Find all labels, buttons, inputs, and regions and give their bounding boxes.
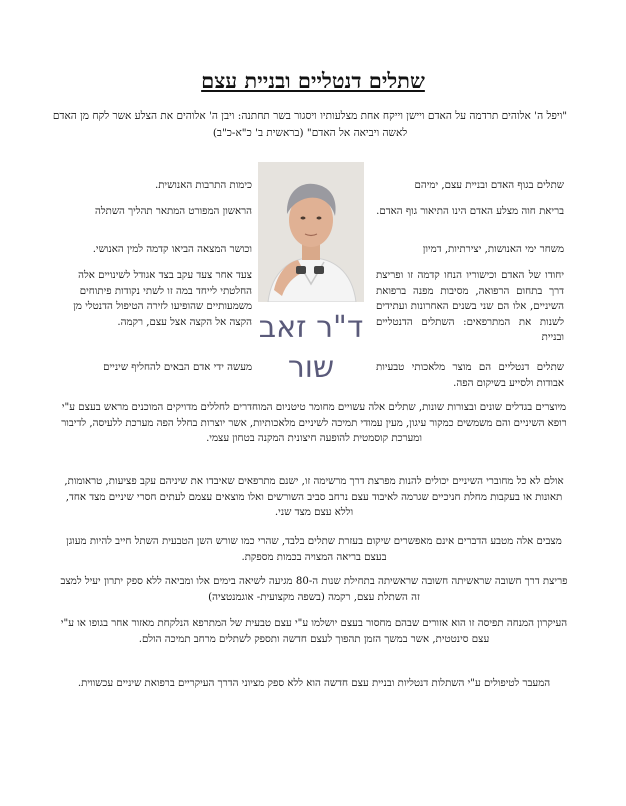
portrait-image: [258, 162, 364, 302]
left-col-line-2: הראשון המפורט המתאר תהליך השתלה: [94, 206, 252, 217]
paragraph-1: מיוצרים בגדלים שונים ובצורות שונות, שתלים אלה עשויים מחומר טיטניום המוחדרים לחללים מדויקים המוכנים מראש בעצם ע"י רופא השיניים והם משמשים כמקור עיגון, מעין עמודי תמיכה לשיניים מלאכותיות, אשר יוצרות בחלל הפה מערכת ללעיסה, לדיבור ומערכת קוסמטית להופעה חיצונית המקנה בטחון עצמי.: [61, 402, 567, 444]
right-col-paragraph-4: יחודו של האדם וכישוריו הנחו קדמה זו ופריצת דרך בתחום הרפואה, מסיבות מפנה ברפואת השיניים, אלו הם שני בשנים האחרונות ועתידים לשנות את המתרפאים: השתלים הדנטליים ובניית: [376, 270, 564, 343]
author-name-line-1: ד"ר זאב: [258, 310, 364, 345]
paragraph-4: פריצת דרך חשובה שראשיתה חשובה שראשיתה בתחילת שנות ה-80 מגיעה לשיאה בימים אלו ומביאה ללא ספק יתרון יעיל למצב זה השתלת עצם, רקמה (בשפה מקצועית- אוגמנטציה): [60, 576, 568, 603]
left-col-line-5: מעשה ידי אדם הבאים להחליף שיניים: [103, 362, 252, 373]
page-title: שתלים דנטליים ובניית עצם: [201, 68, 425, 93]
paragraph-3: מצבים אלה מטבע הדברים אינם מאפשרים שיקום בעזרת שתלים בלבד, שהרי כמו שורש השן הטבעית השתל חייב להיות מעוגן בעצם בריאה המצויה בכמות מספקת.: [66, 536, 562, 563]
right-col-line-2: בריאת חוה מצלע האדם הינו התיאור גוף האדם.: [376, 206, 564, 217]
paragraph-6: המעבר לטיפולים ע"י השתלות דנטליות ובניית עצם חדשה הוא ללא ספק מציוני הדרך העיקריים ברפואת שיניים עכשווית.: [77, 678, 551, 689]
doctor-photo: [258, 162, 364, 302]
left-col-line-3: וכושר המצאה הביאו קדמה למין האנושי.: [92, 244, 252, 255]
left-col-line-1: כימות התרבות האנושית.: [154, 180, 252, 191]
left-col-paragraph-4: צעד אחר צעד עקב בצד אגודל לשינויים אלה החלטתי לייחד במה זו לשתי נקודות פיתוחים משמעותיים שהופיעו לזירה הטיפול הדנטלי מן הקצה אל הקצה אצל עצם, רקמה.: [73, 270, 252, 328]
paragraph-5: העיקרון המנחה תפיסה זו הוא אזורים שבהם מחסור בעצם יושלמו ע"י עצם טבעית של המתרפא הנלקחת מאזור אחר בגופו או ע"י עצם סינטטית, אשר במשך הזמן תהפוך לעצם חדשה ותספק לשתלים מרחב תמיכה הולם.: [60, 618, 568, 645]
right-col-line-1: שתלים בגוף האדם ובניית עצם, ימיהם: [414, 180, 564, 191]
author-name: [255, 308, 367, 388]
author-name-line-2: שור: [287, 350, 335, 385]
right-col-line-3: משחר ימי האנושות, יצירתיות, דמיון: [422, 244, 564, 255]
paragraph-2: אולם לא כל מחוברי השיניים יכולים להנות מפרצת דרך מרשימה זו, ישנם מתרפאים שאיבדו את שיניהם עקב פציעות, טראומות, תאונות או בעקבות מחלת חניכיים שגרמה לאיבוד עצם נרחב סביב השורשים ואלו מוצאים עצמם לעתים חסרי שיניים מצד אחד, וללא עצם מצד שני.: [64, 476, 564, 518]
intro-quote: "ויפל ה' אלוהים תרדמה על האדם ויישן וייקח אחת מצלעותיו ויסגור בשר תחתנה: ויבן ה' אלוהים את הצלע אשר לקח מן האדם לאשה ויביאה אל האדם" (בראשית ב' כ"א-כ"ב): [52, 110, 568, 139]
right-col-paragraph-5: שתלים דנטליים הם מוצר מלאכותי טבעיות אבודות ולסייע בשיקום הפה.: [376, 362, 564, 389]
